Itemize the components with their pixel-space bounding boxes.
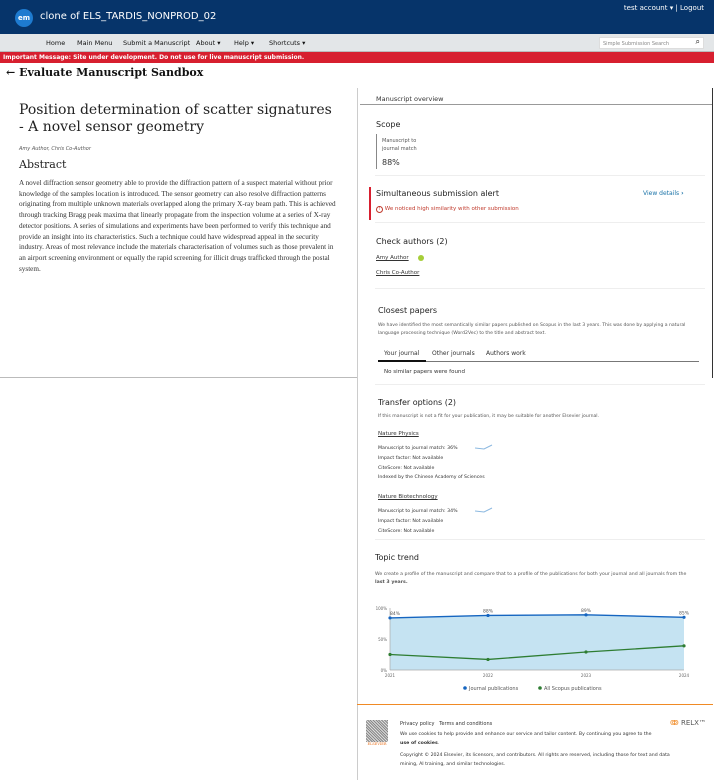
scope-label: Manuscript to	[382, 138, 417, 144]
nav-submit[interactable]: Submit a Manuscript	[123, 39, 191, 47]
em-logo[interactable]: em	[15, 9, 33, 27]
no-papers-message: No similar papers were found	[384, 369, 465, 375]
nav-shortcuts[interactable]: Shortcuts ▾	[269, 39, 306, 47]
orcid-icon[interactable]	[418, 255, 424, 261]
topic-trend-chart	[368, 600, 698, 695]
account-menu[interactable]: test account ▾	[623, 4, 674, 12]
transfer-heading: Transfer options (2)	[378, 398, 457, 407]
journal-link[interactable]: Nature Physics	[378, 431, 419, 437]
data-point	[584, 650, 587, 653]
privacy-link[interactable]: Privacy policy	[400, 721, 435, 727]
tab-authors-work[interactable]: Authors work	[486, 350, 526, 357]
scope-heading: Scope	[376, 120, 401, 129]
data-label: 88%	[482, 609, 494, 615]
journal-detail: CiteScore: Not available	[378, 465, 435, 471]
y-tick-label: 100%	[375, 606, 387, 611]
main-nav	[0, 34, 714, 52]
y-tick-label: 0%	[380, 668, 387, 673]
important-message: Important Message: Site under development. Do not use for live manuscript submission.	[0, 52, 714, 63]
data-label: 84%	[389, 611, 401, 617]
relx-logo[interactable]: ↂ RELX™	[670, 719, 706, 727]
nav-home[interactable]: Home	[46, 39, 66, 47]
logout-link[interactable]: Logout	[680, 4, 704, 12]
legend-marker	[463, 686, 467, 690]
copyright: Copyright © 2024 Elsevier, its licensors, and contributors. All rights are reserved, including those for text and data mining, AI training, and similar technologies.	[400, 753, 670, 767]
legend-label: Journal publications	[469, 686, 519, 692]
search-icon[interactable]: ⌕	[695, 37, 700, 46]
journal-link[interactable]: Nature Biotechnology	[378, 494, 438, 501]
y-tick-label: 50%	[378, 637, 387, 642]
journal-detail: Manuscript to journal match: 36%	[378, 446, 458, 451]
tab-other-journals[interactable]: Other journals	[432, 350, 475, 357]
manuscript-title: Position determination of scatter signatures - A novel sensor geometry	[19, 102, 332, 135]
cookies-link[interactable]: use of cookies	[400, 741, 438, 746]
x-tick-label: 2024	[678, 673, 690, 678]
similarity-message: We noticed high similarity with other submission	[384, 206, 519, 212]
sparkline-icon	[475, 507, 493, 513]
tab-your-journal[interactable]: Your journal	[384, 350, 420, 357]
topic-trend-desc: We create a profile of the manuscript and compare that to a profile of the publications for both your journal and all journals from the last 3 years.	[375, 572, 687, 585]
chevron-right-icon: ›	[681, 190, 684, 197]
data-label: 85%	[678, 611, 690, 617]
area-fill	[390, 615, 684, 670]
check-authors-heading: Check authors (2)	[376, 237, 448, 246]
nav-main-menu[interactable]: Main Menu	[77, 39, 113, 47]
manuscript-authors: Amy Author, Chris Co-Author	[19, 146, 91, 152]
journal-detail: Impact factor: Not available	[378, 455, 444, 461]
x-tick-label: 2021	[384, 673, 396, 678]
back-arrow-icon[interactable]: ←	[6, 66, 16, 79]
abstract-text: A novel diffraction sensor geometry able to provide the diffraction pattern of a suspect material without prior knowledge of the samples location is introduced. The sensor geometry can also resolve diffraction patterns originating from multiple unknown materials overlapped along the primary X-ray beam path. This is achieved through tracking Bragg peak maxima that linearly propagate from the inspection volume at a series of X-ray detector positions. A series of simulations and experiments have been performed to verify this technique and provide an insight into its characteristics. Such a technique could have widespread appeal in the security industry. Areas of most relevance include the materials characterisation of volumes such as those prevalent in an airport screening environment or equally the rapid screening for illicit drugs trafficked through the postal system.	[19, 179, 336, 273]
view-details-link[interactable]: View details ›	[643, 190, 684, 197]
author-link[interactable]: Amy Author	[376, 255, 409, 261]
page-title: Evaluate Manuscript Sandbox	[19, 66, 204, 79]
data-point	[388, 653, 391, 656]
footer-divider	[357, 704, 713, 705]
legend-label: All Scopus publications	[544, 686, 602, 692]
transfer-desc: If this manuscript is not a fit for your publication, it may be suitable for another Elsevier journal.	[378, 414, 600, 419]
journal-detail: Indexed by the Chinese Academy of Sciences	[378, 475, 485, 481]
author-link[interactable]: Chris Co-Author	[376, 270, 420, 276]
closest-papers-heading: Closest papers	[378, 306, 438, 315]
data-point	[486, 658, 489, 661]
alert-icon: !	[376, 206, 383, 213]
scope-label-2: journal match	[382, 146, 417, 152]
elsevier-logo: ELSEVIER	[364, 720, 390, 750]
data-label: 89%	[580, 608, 592, 614]
scope-value: 88%	[382, 158, 400, 167]
closest-papers-desc: We have identified the most semantically similar papers published on Scopus in the last 3 years. This was done by applying a natural language processing technique (Word2Vec) to the title and abstract text.	[378, 323, 686, 336]
data-point	[682, 644, 685, 647]
journal-detail: Manuscript to journal match: 34%	[378, 509, 458, 515]
sparkline-icon	[475, 444, 493, 450]
legend-marker	[538, 686, 542, 690]
x-tick-label: 2022	[482, 673, 494, 678]
x-tick-label: 2023	[580, 673, 592, 678]
app-title: clone of ELS_TARDIS_NONPROD_02	[40, 11, 217, 22]
topic-trend-heading: Topic trend	[375, 553, 419, 562]
relx-icon: ↂ	[670, 719, 679, 727]
search-input[interactable]: Simple Submission Search	[599, 37, 704, 49]
terms-link[interactable]: Terms and conditions	[439, 721, 493, 727]
nav-help[interactable]: Help ▾	[234, 39, 255, 47]
nav-about[interactable]: About ▾	[196, 39, 221, 47]
overview-heading: Manuscript overview	[376, 95, 444, 103]
abstract-heading: Abstract	[19, 158, 67, 171]
journal-detail: Impact factor: Not available	[378, 519, 444, 524]
app-header: em clone of ELS_TARDIS_NONPROD_02 test account ▾ | Logout	[0, 0, 714, 34]
simultaneous-heading: Simultaneous submission alert	[376, 189, 499, 198]
journal-detail: CiteScore: Not available	[378, 528, 435, 534]
scrollbar[interactable]	[712, 88, 713, 378]
cookie-notice: We use cookies to help provide and enhance our service and tailor content. By continuing you agree to the use of cookies.	[400, 732, 652, 746]
